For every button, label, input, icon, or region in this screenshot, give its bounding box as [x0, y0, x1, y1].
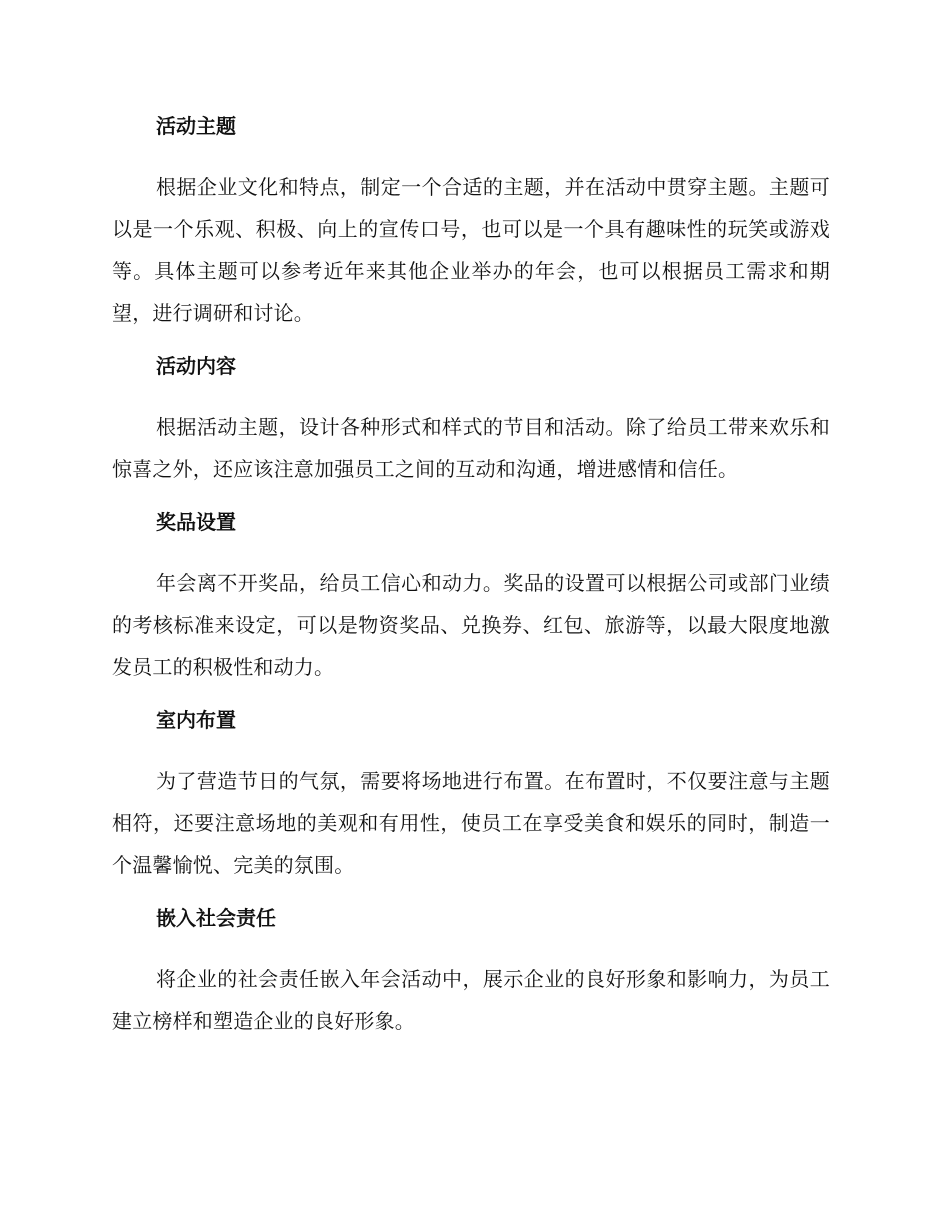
section-heading: 嵌入社会责任 — [156, 906, 276, 930]
section-indoor-decoration — [112, 702, 830, 900]
section-heading: 奖品设置 — [156, 510, 236, 534]
section-activity-content — [112, 348, 830, 504]
section-paragraph: 年会离不开奖品，给员工信心和动力。奖品的设置可以根据公司或部门业绩的考核标准来设定，可以是物资奖品、兑换券、红包、旅游等，以最大限度地激发员工的积极性和动力。 — [112, 571, 830, 679]
section-heading: 活动主题 — [156, 114, 236, 138]
section-heading: 室内布置 — [156, 708, 236, 732]
section-activity-theme — [112, 108, 830, 348]
section-paragraph: 根据企业文化和特点，制定一个合适的主题，并在活动中贯穿主题。主题可以是一个乐观、积极、向上的宣传口号，也可以是一个具有趣味性的玩笑或游戏等。具体主题可以参考近年来其他企业举办的年会，也可以根据员工需求和期望，进行调研和讨论。 — [112, 175, 830, 325]
section-paragraph: 根据活动主题，设计各种形式和样式的节目和活动。除了给员工带来欢乐和惊喜之外，还应该注意加强员工之间的互动和沟通，增进感情和信任。 — [112, 415, 830, 481]
section-heading: 活动内容 — [156, 354, 236, 378]
section-prize-setup — [112, 504, 830, 702]
section-paragraph: 为了营造节日的气氛，需要将场地进行布置。在布置时，不仅要注意与主题相符，还要注意场地的美观和有用性，使员工在享受美食和娱乐的同时，制造一个温馨愉悦、完美的氛围。 — [112, 769, 830, 877]
section-social-responsibility — [112, 900, 830, 1042]
section-paragraph: 将企业的社会责任嵌入年会活动中，展示企业的良好形象和影响力，为员工建立榜样和塑造企业的良好形象。 — [112, 967, 830, 1033]
document-body — [112, 108, 830, 1042]
